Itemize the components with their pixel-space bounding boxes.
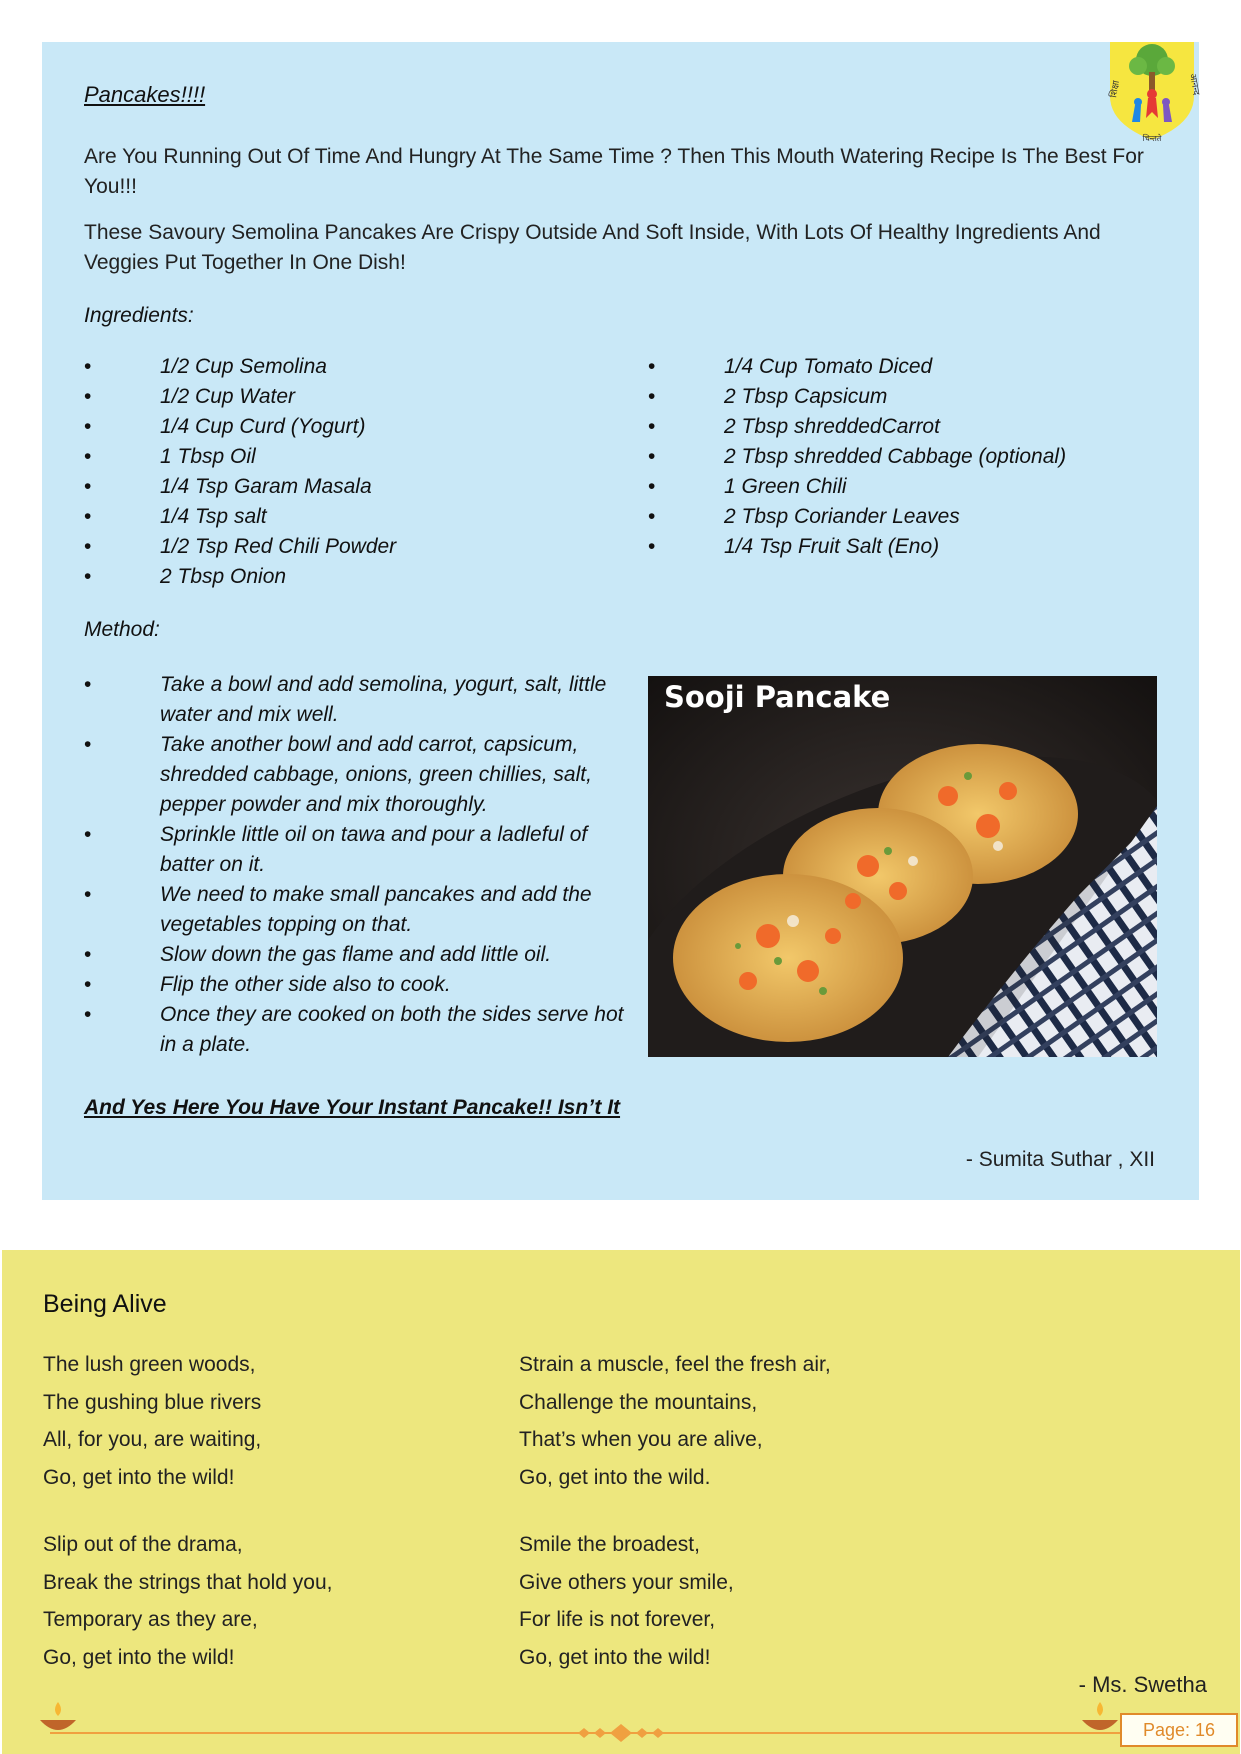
method-step: • We need to make small pancakes and add the vegetables topping on that. [84,880,644,940]
bullet: • [84,475,92,498]
photo-label: Sooji Pancake [664,680,891,714]
recipe-title: Pancakes!!!! [84,82,206,107]
bullet: • [84,883,92,906]
pancake-photo [648,676,1157,1057]
bullet: • [648,415,656,438]
logo-bottom-text: चिन्तते [1142,134,1162,143]
list-item: • 1 Tbsp Oil [84,442,396,472]
poem-line: Go, get into the wild! [519,1645,711,1669]
list-item: • 1/4 Tsp salt [84,502,396,532]
page-number: Page: 16 [1120,1713,1238,1747]
recipe-closing: And Yes Here You Have Your Instant Pancake!! Isn’t It [84,1096,621,1119]
recipe-author: - Sumita Suthar , XII [965,1148,1155,1171]
list-item: • 1 Green Chili [648,472,1066,502]
poem-stanza-left-2 [43,1526,333,1676]
method-step: • Sprinkle little oil on tawa and pour a ladleful of batter on it. [84,820,644,880]
poem-stanza-right-1 [519,1346,831,1496]
pancake-illustration [648,676,1157,1057]
bullet: • [84,823,92,846]
list-item: • 2 Tbsp Capsicum [648,382,1066,412]
poem-line: Go, get into the wild! [43,1465,235,1489]
recipe-intro-2: These Savoury Semolina Pancakes Are Crispy Outside And Soft Inside, With Lots Of Healthy Ingredients And Veggies Put Together In One Dish! [84,221,1101,274]
list-item: • 2 Tbsp Coriander Leaves [648,502,1066,532]
logo-right-text: आनन्द [1187,72,1201,96]
poem-stanza-right-2 [519,1526,734,1676]
logo-left-text: शिक्षा [1109,79,1122,99]
method-step: • Slow down the gas flame and add little oil. [84,940,644,970]
method-list [84,670,644,1060]
bullet: • [84,415,92,438]
method-step: • Flip the other side also to cook. [84,970,644,1000]
bullet: • [84,733,92,756]
diya-icon [1080,1700,1120,1736]
bullet: • [84,505,92,528]
poem-line: Strain a muscle, feel the fresh air, [519,1353,831,1376]
poem-line: Slip out of the drama, [43,1533,243,1556]
bullet: • [84,565,92,588]
poem-line: Challenge the mountains, [519,1390,758,1414]
list-item: • 1/4 Tsp Garam Masala [84,472,396,502]
poem-line: Break the strings that hold you, [43,1570,333,1594]
bullet: • [648,385,656,408]
poem-line: Give others your smile, [519,1570,734,1594]
poem-line: Smile the broadest, [519,1533,700,1556]
bullet: • [648,505,656,528]
poem-line: Go, get into the wild! [43,1645,235,1669]
bullet: • [84,385,92,408]
list-item: • 1/4 Cup Tomato Diced [648,352,1066,382]
school-logo [1102,38,1202,144]
poem-section [2,1250,1240,1754]
bullet: • [84,535,92,558]
ingredients-heading: Ingredients: [84,304,194,327]
ingredients-list-right [648,352,1066,562]
recipe-intro-1: Are You Running Out Of Time And Hungry At The Same Time ? Then This Mouth Watering Recipe Is The Best For You!!! [84,145,1144,198]
poem-line: Go, get into the wild. [519,1465,711,1489]
method-step: • Once they are cooked on both the sides serve hot in a plate. [84,1000,644,1060]
poem-line: The gushing blue rivers [43,1390,262,1414]
method-step: • Take another bowl and add carrot, capsicum, shredded cabbage, onions, green chillies, salt, pepper powder and mix thoroughly. [84,730,644,820]
bullet: • [84,943,92,966]
poem-line: The lush green woods, [43,1353,256,1376]
poem-line: For life is not forever, [519,1608,716,1631]
poem-stanza-left-1 [43,1346,261,1496]
method-step: • Take a bowl and add semolina, yogurt, salt, little water and mix well. [84,670,644,730]
bullet: • [84,445,92,468]
list-item: • 2 Tbsp shredded Cabbage (optional) [648,442,1066,472]
bullet: • [84,973,92,996]
list-item: • 1/4 Cup Curd (Yogurt) [84,412,396,442]
list-item: • 1/2 Tsp Red Chili Powder [84,532,396,562]
bullet: • [648,355,656,378]
bullet: • [648,445,656,468]
poem-line: Temporary as they are, [43,1608,258,1631]
list-item: • 1/4 Tsp Fruit Salt (Eno) [648,532,1066,562]
list-item: • 2 Tbsp Onion [84,562,396,592]
poem-author: - Ms. Swetha [1078,1672,1207,1697]
bullet: • [84,673,92,696]
poem-line: That’s when you are alive, [519,1428,763,1451]
poem-line: All, for you, are waiting, [43,1428,262,1451]
list-item: • 2 Tbsp shreddedCarrot [648,412,1066,442]
diya-icon [38,1700,78,1736]
bullet: • [648,475,656,498]
bullet: • [84,355,92,378]
bullet: • [648,535,656,558]
poem-title: Being Alive [43,1290,167,1318]
list-item: • 1/2 Cup Water [84,382,396,412]
ingredients-list-left [84,352,396,592]
method-heading: Method: [84,618,160,641]
list-item: • 1/2 Cup Semolina [84,352,396,382]
bullet: • [84,1003,92,1026]
ornament-icon [568,1722,674,1744]
